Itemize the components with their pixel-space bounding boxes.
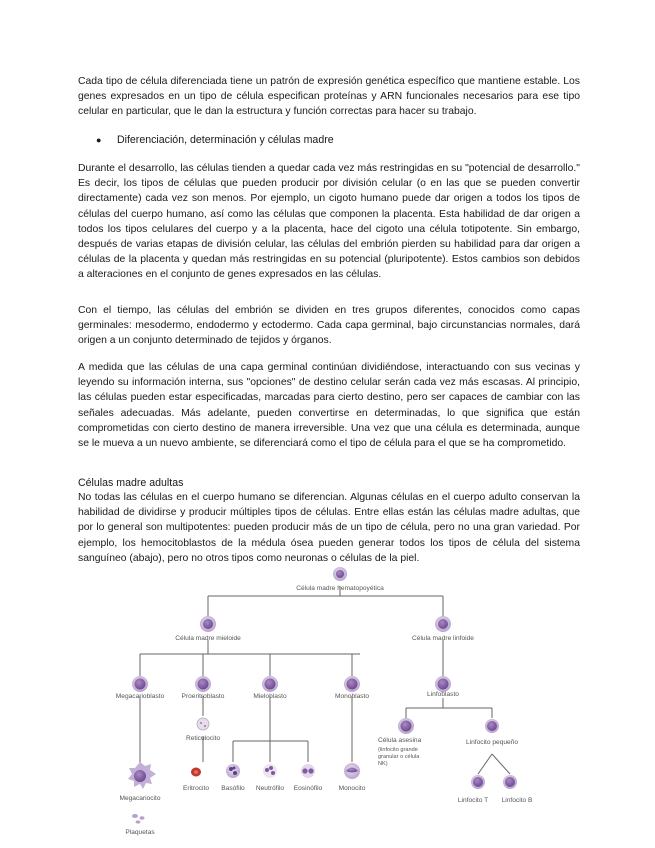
neutrophil-cell	[263, 764, 277, 778]
platelets-cells	[132, 814, 145, 824]
section-heading: Células madre adultas	[78, 477, 184, 489]
bullet-text: Diferenciación, determinación y células madre	[116, 134, 334, 146]
label-eosinophil: Eosinófilo	[293, 785, 323, 792]
eosinophil-cell	[301, 764, 315, 778]
b-lymphocyte-cell	[503, 775, 517, 789]
determination-paragraph: A medida que las células de una capa germinal continúan dividiéndose, interactuando con sus vecinas y leyendo su información interna, sus "opciones" de destino celular serán cada vez más escasas. Al principio, las células pueden estar especificadas, marcadas para cierto destino, pero ser capaces de cambiar con las señales adecuadas. Más adelante, pueden convertirse en determinadas, lo que significa que están comprometidas con cierto destino de manera irreversible. Una vez que una célula es determinada, aunque se le mueva a un nuevo ambiente, se diferenciará como el tipo de célula para el que se ha comprometido.	[78, 362, 580, 450]
label-monoblast: Monoblasto	[334, 693, 370, 700]
hematopoietic-stem-cell	[333, 567, 347, 581]
label-root: Célula madre hematopoyética	[296, 585, 384, 592]
small-lymphocyte-cell	[485, 719, 499, 733]
monocyte-cell	[344, 763, 360, 779]
label-b-cell: Linfocito B	[501, 797, 533, 804]
bullet-item	[96, 133, 334, 148]
hematopoiesis-diagram	[108, 566, 548, 842]
proerythroblast-cell	[195, 676, 211, 692]
label-neutrophil: Neutrófilo	[255, 785, 285, 792]
adult-stem-cells-paragraph: No todas las células en el cuerpo humano se diferencian. Algunas células en el cuerpo adulto conservan la habilidad de dividirse y producir múltiples tipos de células. Entre ellas están las células madre adultas, que por lo general son multipotentes: pueden producir más de un tipo de célula, pero no una gran variedad. Por ejemplo, los hemocitoblastos de la médula ósea pueden generar todos los tipos de célula del sistema sanguíneo (abajo), pero no otros tipos como neuronas o células de la piel.	[78, 492, 580, 564]
label-proerythroblast: Proeritroblasto	[181, 693, 225, 700]
megakaryoblast-cell	[132, 676, 148, 692]
lymphoid-stem-cell	[435, 616, 451, 632]
label-small-lymphocyte: Linfocito pequeño	[465, 739, 519, 746]
tree-lines	[140, 586, 510, 774]
label-megakaryocyte: Megacariocito	[119, 795, 161, 802]
myeloblast-cell	[262, 676, 278, 692]
label-reticulocyte: Reticulocito	[185, 735, 221, 742]
label-nk-cell: Célula asesina	[378, 737, 422, 744]
label-platelets: Plaquetas	[125, 829, 155, 836]
label-lymphoid: Célula madre linfoide	[412, 635, 474, 642]
germ-layers-paragraph: Con el tiempo, las células del embrión se dividen en tres grupos diferentes, conocidos como capas germinales: mesodermo, endodermo y ectodermo. Cada capa germinal, bajo circunstancias normales, dará origen a un conjunto determinado de tejidos y órganos.	[78, 305, 580, 347]
megakaryocyte-cell	[128, 762, 156, 789]
monoblast-cell	[344, 676, 360, 692]
lymphoblast-cell	[435, 676, 451, 692]
intro-paragraph: Cada tipo de célula diferenciada tiene un patrón de expresión genética específico que mantiene estable. Los genes expresados en un tipo de célula especifican proteínas y ARN funcionales necesarios para ese tipo celular en particular, que le dan la estructura y función correctas para hacer su trabajo.	[78, 76, 580, 118]
nk-cell	[398, 718, 414, 734]
label-myeloblast: Mieloblasto	[253, 693, 287, 700]
label-t-cell: Linfocito T	[457, 797, 489, 804]
basophil-cell	[226, 764, 240, 778]
label-nk-note-2: granular o célula	[378, 754, 420, 760]
label-monocyte: Monocito	[338, 785, 366, 792]
label-nk-note-3: NK)	[378, 761, 388, 767]
bullet-icon: ●	[96, 135, 102, 145]
erythrocyte-cell	[191, 768, 201, 777]
label-nk-note-1: (linfocito grande	[378, 747, 418, 753]
t-lymphocyte-cell	[471, 775, 485, 789]
development-paragraph: Durante el desarrollo, las células tienden a quedar cada vez más restringidas en su "potencial de desarrollo." Es decir, los tipos de células que pueden producir por división celular (o en las que se pueden convertir directamente) cada vez son menos. Por ejemplo, un cigoto humano puede dar origen a todos los tipos de células del cuerpo humano, así como las células que componen la placenta. Esta habilidad de dar origen a todos los tipos celulares del cuerpo y a la placenta, hace del cigoto una célula totipotente. Sin embargo, después de varias etapas de división celular, las células del embrión pierden su habilidad para dar origen a células de la placenta y quedan más restringidas en su potencial (pluripotente). Estos cambios son debidos a alteraciones en el conjunto de genes expresados en las células.	[78, 163, 580, 281]
label-megakaryoblast: Megacarioblasto	[115, 693, 165, 700]
label-myeloid: Célula madre mieloide	[175, 635, 241, 642]
label-basophil: Basófilo	[221, 785, 245, 792]
label-erythrocyte: Eritrocito	[182, 785, 210, 792]
label-lymphoblast: Linfoblasto	[427, 691, 459, 698]
reticulocyte-cell	[197, 718, 209, 730]
myeloid-stem-cell	[200, 616, 216, 632]
